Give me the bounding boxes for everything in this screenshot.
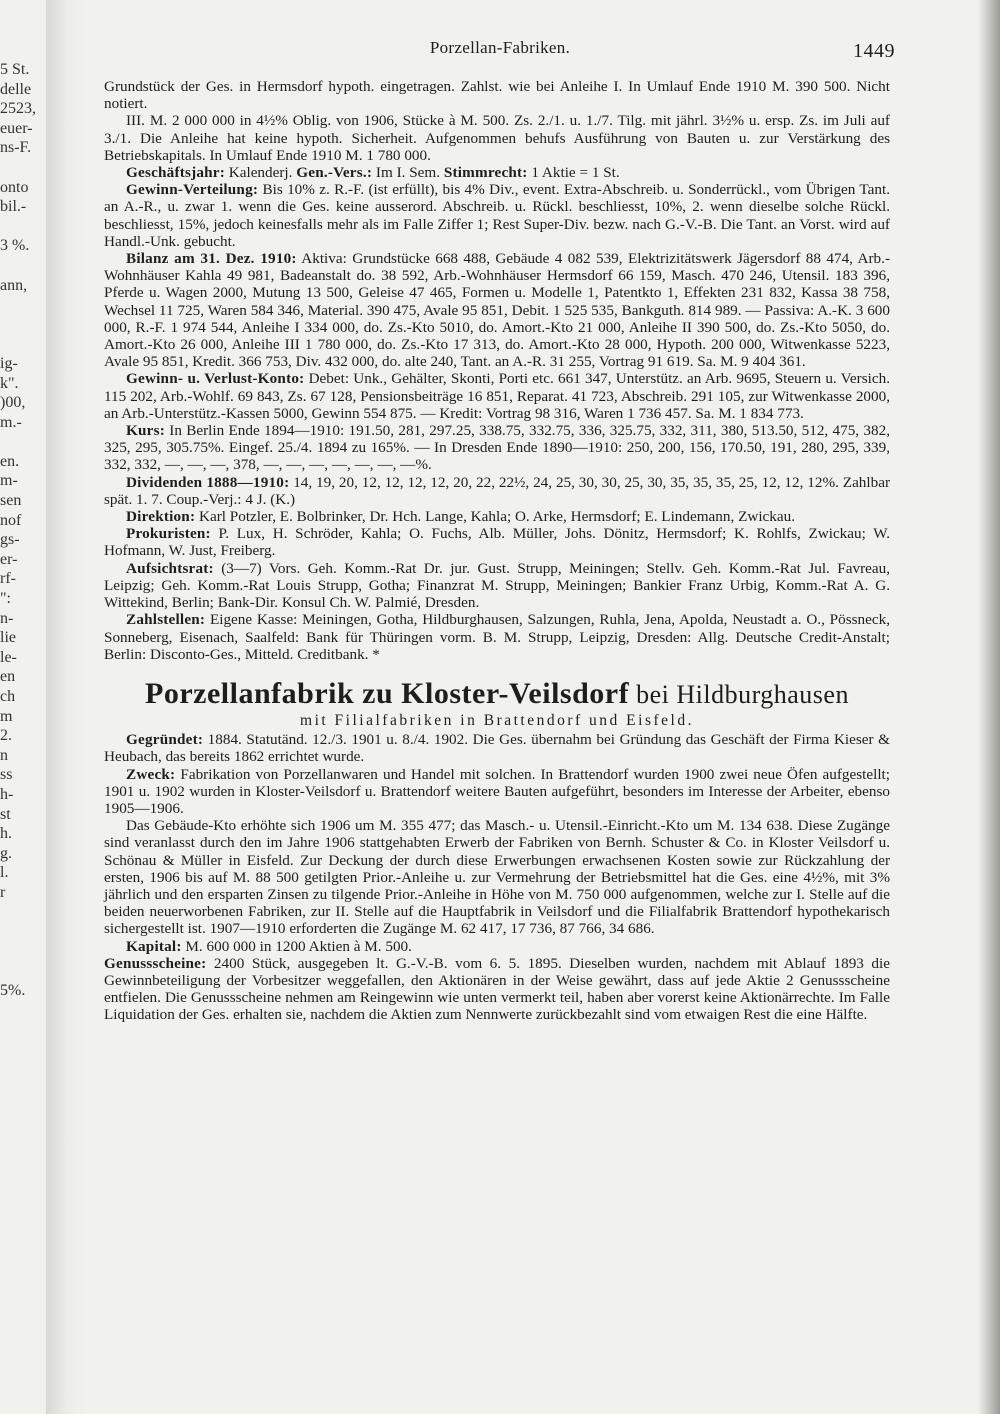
text-gewinn-verlust: Debet: Unk., Gehälter, Skonti, Porti etc. 661 347, Unterstütz. an Arb. 9695, Steuern u. Versich. 115 202, Arb.-Wohlf. 69 843, Zs. 67 128, Pensionsbeiträge 16 851, Reparat. 41 723, Abschreib. 291 105, zur Witwenkasse 2000, an Arb.-Unterstütz.-Kassen 5000, Gewinn 554 875. — Kredit: Vortrag 98 316, Waren 1 736 457. Sa. M. 1 834 773. [104,370,890,422]
margin-fragment: n [0,746,8,764]
margin-fragment: en. [0,452,20,470]
page-body [104,78,890,1024]
margin-fragment: 5 St. [0,61,30,78]
label-gewinn-verlust: Gewinn- u. Verlust-Konto: [126,370,305,388]
margin-fragment: le- [0,648,17,666]
margin-fragment: r [0,883,6,901]
company-subtitle: mit Filialfabriken in Brattendorf und Eisfeld. [300,711,694,729]
entry-dividenden [104,474,890,508]
entry-bilanz [104,250,890,370]
margin-fragment: ann, [0,276,28,294]
entry-zahlstellen [104,611,890,663]
margin-fragment: sen [0,492,22,510]
text-gegruendet: 1884. Statutänd. 12./3. 1901 u. 8./4. 1902. Die Ges. übernahm bei Gründung das Geschäft der Firma Kieser & Heubach, das bereits 1862 errichtet wurde. [104,731,890,766]
margin-fragment: bil.- [0,198,27,216]
page-edge-shadow [978,0,1000,1414]
label-gegruendet: Gegründet: [126,731,204,749]
margin-fragment [0,295,40,315]
label-direktion: Direktion: [126,508,196,526]
margin-fragment: rf- [0,570,16,588]
margin-fragment: ss [0,766,13,784]
company-heading [104,677,890,712]
text-aufsichtsrat: (3—7) Vors. Geh. Komm.-Rat Dr. jur. Gust. Strupp, Meiningen; Stellv. Geh. Komm.-Rat Jul. Favreau, Leipzig; Geh. Komm.-Rat Louis Strupp, Gotha; Finanzrat M. Strupp, Meiningen; Bankier Franz Urbig, Komm.-Rat A. G. Wittekind, Berlin; Bank-Dir. Konsul Ch. W. Palmié, Dresden. [104,559,890,612]
entry-geschaeftsjahr [104,164,890,181]
margin-fragment [0,922,40,942]
margin-fragment: gs- [0,531,20,549]
running-header: Porzellan-Fabriken. [429,38,571,57]
margin-fragment: st [0,805,11,823]
label-geschaeftsjahr: Geschäftsjahr: [126,164,225,182]
entry-kurs [104,422,890,474]
margin-fragment: )00, [0,394,26,412]
company-name: Porzellanfabrik zu Kloster-Veilsdorf [145,676,630,710]
margin-fragment: 5%. [0,981,26,999]
text-kurs: In Berlin Ende 1894—1910: 191.50, 281, 297.25, 338.75, 332.75, 336, 325.75, 332, 311, 380, 513.50, 512, 475, 382, 325, 295, 305.75%. Eingef. 25./4. 1894 zu 165%. — In Dresden Ende 1890—1910: 250, 200, 156, 170.50, 191, 280, 295, 339, 332, 332, —, —, —, 378, —, —, —, —, —, —, —%. [104,422,890,474]
margin-fragment: ig- [0,354,18,372]
margin-fragment: l. [0,864,9,882]
margin-fragment: ch [0,688,16,705]
margin-fragment [0,158,40,178]
margin-fragment: en [0,668,16,686]
text-geschaeftsjahr: Kalenderj. [224,164,297,182]
margin-fragment [0,1001,40,1021]
margin-fragment: m.- [0,413,22,431]
margin-fragment: m- [0,472,18,490]
margin-fragment [0,315,40,335]
company-location: bei Hildburghausen [629,679,849,709]
margin-fragment [0,432,40,452]
text-prokuristen: P. Lux, H. Schröder, Kahla; O. Fuchs, Alb. Müller, Johs. Dönitz, Hermsdorf; K. Rohlfs, Zwickau; W. Hofmann, W. Just, Freiberg. [104,525,890,560]
entry-aufsichtsrat [104,560,890,612]
text-zahlstellen: Eigene Kasse: Meiningen, Gotha, Hildburghausen, Salzungen, Ruhla, Jena, Apolda, Neustadt a. O., Pössneck, Sonneberg, Eisenach, Saalfeld: Bank für Thüringen vorm. B. M. Strupp, Leipzig, Dresden: Allg. Deutsche Credit-Anstalt; Berlin: Disconto-Ges., Mitteld. Creditbank. * [104,611,890,663]
margin-fragment: euer- [0,119,33,137]
text-bilanz: Aktiva: Grundstücke 668 488, Gebäude 4 082 539, Elektrizitätswerk Jägersdorf 88 474, Arb.-Wohnhäuser Kahla 49 981, Badeanstalt do. 38 592, Arb.-Wohnhäuser Hermsdorf 66 159, Masch. 470 246, Utensil. 183 396, Pferde u. Wagen 2000, Mutung 13 500, Geleise 47 465, Formen u. Modelle 1, Patentkto 1, Effekten 231 832, Kassa 38 758, Wechsel 11 725, Waren 584 346, Material. 390 475, Avale 95 851, Debit. 1 525 535, Bankguth. 814 989. — Passiva: A.-K. 3 600 000, R.-F. 1 974 544, Anleihe I 334 000, do. Zs.-Kto 5010, do. Amort.-Kto 21 000, Anleihe II 390 500, do. Zs.-Kto 5050, do. Amort.-Kto 26 000, Anleihe III 1 780 000, do. Zs.-Kto 17 313, do. Amort.-Kto 28 000, Hypoth. 200 000, Witwenkasse 5223, Avale 95 851, Kredit. 366 753, Div. 432 000, do. alte 240, Tant. an A.-R. 31 255, Vortrag 91 619. Sa. M. 9 404 361. [104,250,890,371]
margin-fragment: lie [0,629,16,647]
margin-fragment: g. [0,844,12,862]
text-direktion: Karl Potzler, E. Bolbrinker, Dr. Hch. Lange, Kahla; O. Arke, Hermsdorf; E. Lindemann, Zwickau. [195,508,796,526]
margin-fragment: m [0,707,13,725]
margin-fragment: onto [0,178,29,196]
entry-prokuristen [104,525,890,559]
label-prokuristen: Prokuristen: [126,525,211,543]
margin-fragment: delle [0,80,32,98]
margin-fragment [0,256,40,276]
text-gewinn-verteilung: Bis 10% z. R.-F. (ist erfüllt), bis 4% Div., event. Extra-Abschreib. u. Sonderrückl., vom Übrigen Tant. an A.-R., u. zwar 1. wenn die Ges. keine ausserord. Abschreib. u. Rückl. beschliesst, 10%, 2. wenn dieselbe solche Rückl. beschliesst, 15%, jedoch keinesfalls mehr als im Falle Ziffer 1; Rest Super-Div. bezw. nach G.-V.-B. Die Tant. an Vorst. wird auf Handl.-Unk. gebucht. [104,181,890,250]
text-genvers: Im I. Sem. [372,164,444,182]
paragraph-grundstueck: Grundstück der Ges. in Hermsdorf hypoth. eingetragen. Zahlst. wie bei Anleihe I. In Umlauf Ende 1910 M. 390 500. Nicht notiert. [104,78,890,113]
entry-gegruendet [104,731,890,765]
paragraph-anleihe-iii: III. M. 2 000 000 in 4½% Oblig. von 1906, Stücke à M. 500. Zs. 2./1. u. 1./7. Tilg. mit jährl. 3½% u. ersp. Zs. im Juli auf 3./1. Die Anleihe hat keine hypoth. Sicherheit. Aufgenommen behufs Ausführung von Bauten u. zur Verstärkung des Betriebskapitals. In Umlauf Ende 1910 M. 1 780 000. [104,112,890,164]
margin-fragment: ": [0,590,11,608]
margin-fragment [0,217,40,237]
margin-fragment: 2523, [0,100,36,118]
text-zweck: Fabrikation von Porzellanwaren und Handel mit solchen. In Brattendorf wurden 1900 zwei neue Öfen aufgestellt; 1901 u. 1902 wurden in Kloster-Veilsdorf u. Brattendorf weitere Bauten aufgeführt, besonders im Interesse der Arbeiter, ebenso 1905—1906. [104,765,890,817]
margin-fragment: k". [0,374,19,392]
label-stimmrecht: Stimmrecht: [443,164,528,182]
margin-fragment: h. [0,825,12,843]
margin-fragment [0,903,40,923]
entry-gewinn-verteilung [104,181,890,250]
label-genvers: Gen.-Vers.: [296,164,373,182]
margin-fragment [0,942,40,962]
label-dividenden: Dividenden 1888—1910: [126,473,290,491]
text-kapital: M. 600 000 in 1200 Aktien à M. 500. [181,937,412,955]
text-dividenden: 14, 19, 20, 12, 12, 12, 12, 20, 22, 22½, 24, 25, 30, 30, 25, 30, 35, 35, 35, 25, 12, 12, 12%. Zahlbar spät. 1. 7. Coup.-Verj.: 4 J. (K.) [104,473,891,508]
margin-fragment: 2. [0,727,12,745]
label-aufsichtsrat: Aufsichtsrat: [126,559,214,577]
left-margin-fragments [0,60,40,1060]
entry-kapital [104,938,890,955]
label-kapital: Kapital: [126,937,182,955]
page-number: 1449 [853,40,895,62]
book-gutter [46,0,86,1414]
paragraph-gebaeude-kto: Das Gebäude-Kto erhöhte sich 1906 um M. 355 477; das Masch.- u. Utensil.-Einricht.-Kto um M. 134 638. Diese Zugänge sind veranlasst durch den im Jahre 1906 stattgehabten Erwerb der Fabriken von Bernh. Schuster & Co. in Kloster Veilsdorf u. Schönau & Müller in Eisfeld. Zur Deckung der durch diese Erwerbungen erwachsenen Kosten sowie zur Rückzahlung der ersten, 1906 bis auf M. 88 500 getilgten Prior.-Anleihe u. zur Vermehrung der Betriebsmittel hat die Ges. eine 4½%, mit 3% jährlich und den ersparten Zinsen zu tilgende Prior.-Anleihe in Höhe von M. 750 000 aufgenommen, welche zur I. Stelle auf die beiden neuerworbenen Fabriken, zur II. Stelle auf die Hauptfabrik in Veilsdorf und die Filialfabrik Brattendorf hypothekarisch sichergestellt ist. 1907—1910 erforderten die Zugänge M. 62 417, 17 736, 87 766, 34 686. [104,817,890,938]
entry-direktion [104,508,890,525]
label-kurs: Kurs: [126,422,165,440]
label-zahlstellen: Zahlstellen: [126,611,206,629]
margin-fragment [0,961,40,981]
label-genussscheine: Genussscheine: [104,954,207,972]
margin-fragment: h- [0,785,14,803]
text-genussscheine: 2400 Stück, ausgegeben lt. G.-V.-B. vom 6. 5. 1895. Dieselben wurden, nachdem mit Ablauf 1893 die Gewinnbeteiligung der Vorbesitzer weggefallen, den Aktionären in der Weise gewährt, dass auf jede Aktie 2 Genussscheine entfielen. Die Genussscheine nehmen am Reingewinn wie unten vermerkt teil, haben aber vorerst keine Aktionärrechte. Im Falle Liquidation der Ges. erhalten sie, nachdem die Aktien zum Nennwerte zurückbezahlt sind vom etwaigen Rest die eine Hälfte. [104,954,890,1024]
label-zweck: Zweck: [126,765,176,783]
margin-fragment: 3 %. [0,237,30,255]
label-bilanz: Bilanz am 31. Dez. 1910: [126,250,297,268]
entry-zweck [104,766,890,818]
margin-fragment: nof [0,511,22,529]
margin-fragment: ns-F. [0,139,32,157]
label-gewinn-verteilung: Gewinn-Verteilung: [126,181,259,199]
text-stimmrecht: 1 Aktie = 1 St. [527,164,620,182]
margin-fragment: n- [0,609,14,627]
entry-genussscheine [104,955,890,1024]
margin-fragment [0,334,40,354]
entry-gewinn-verlust [104,370,890,422]
margin-fragment: er- [0,550,18,568]
